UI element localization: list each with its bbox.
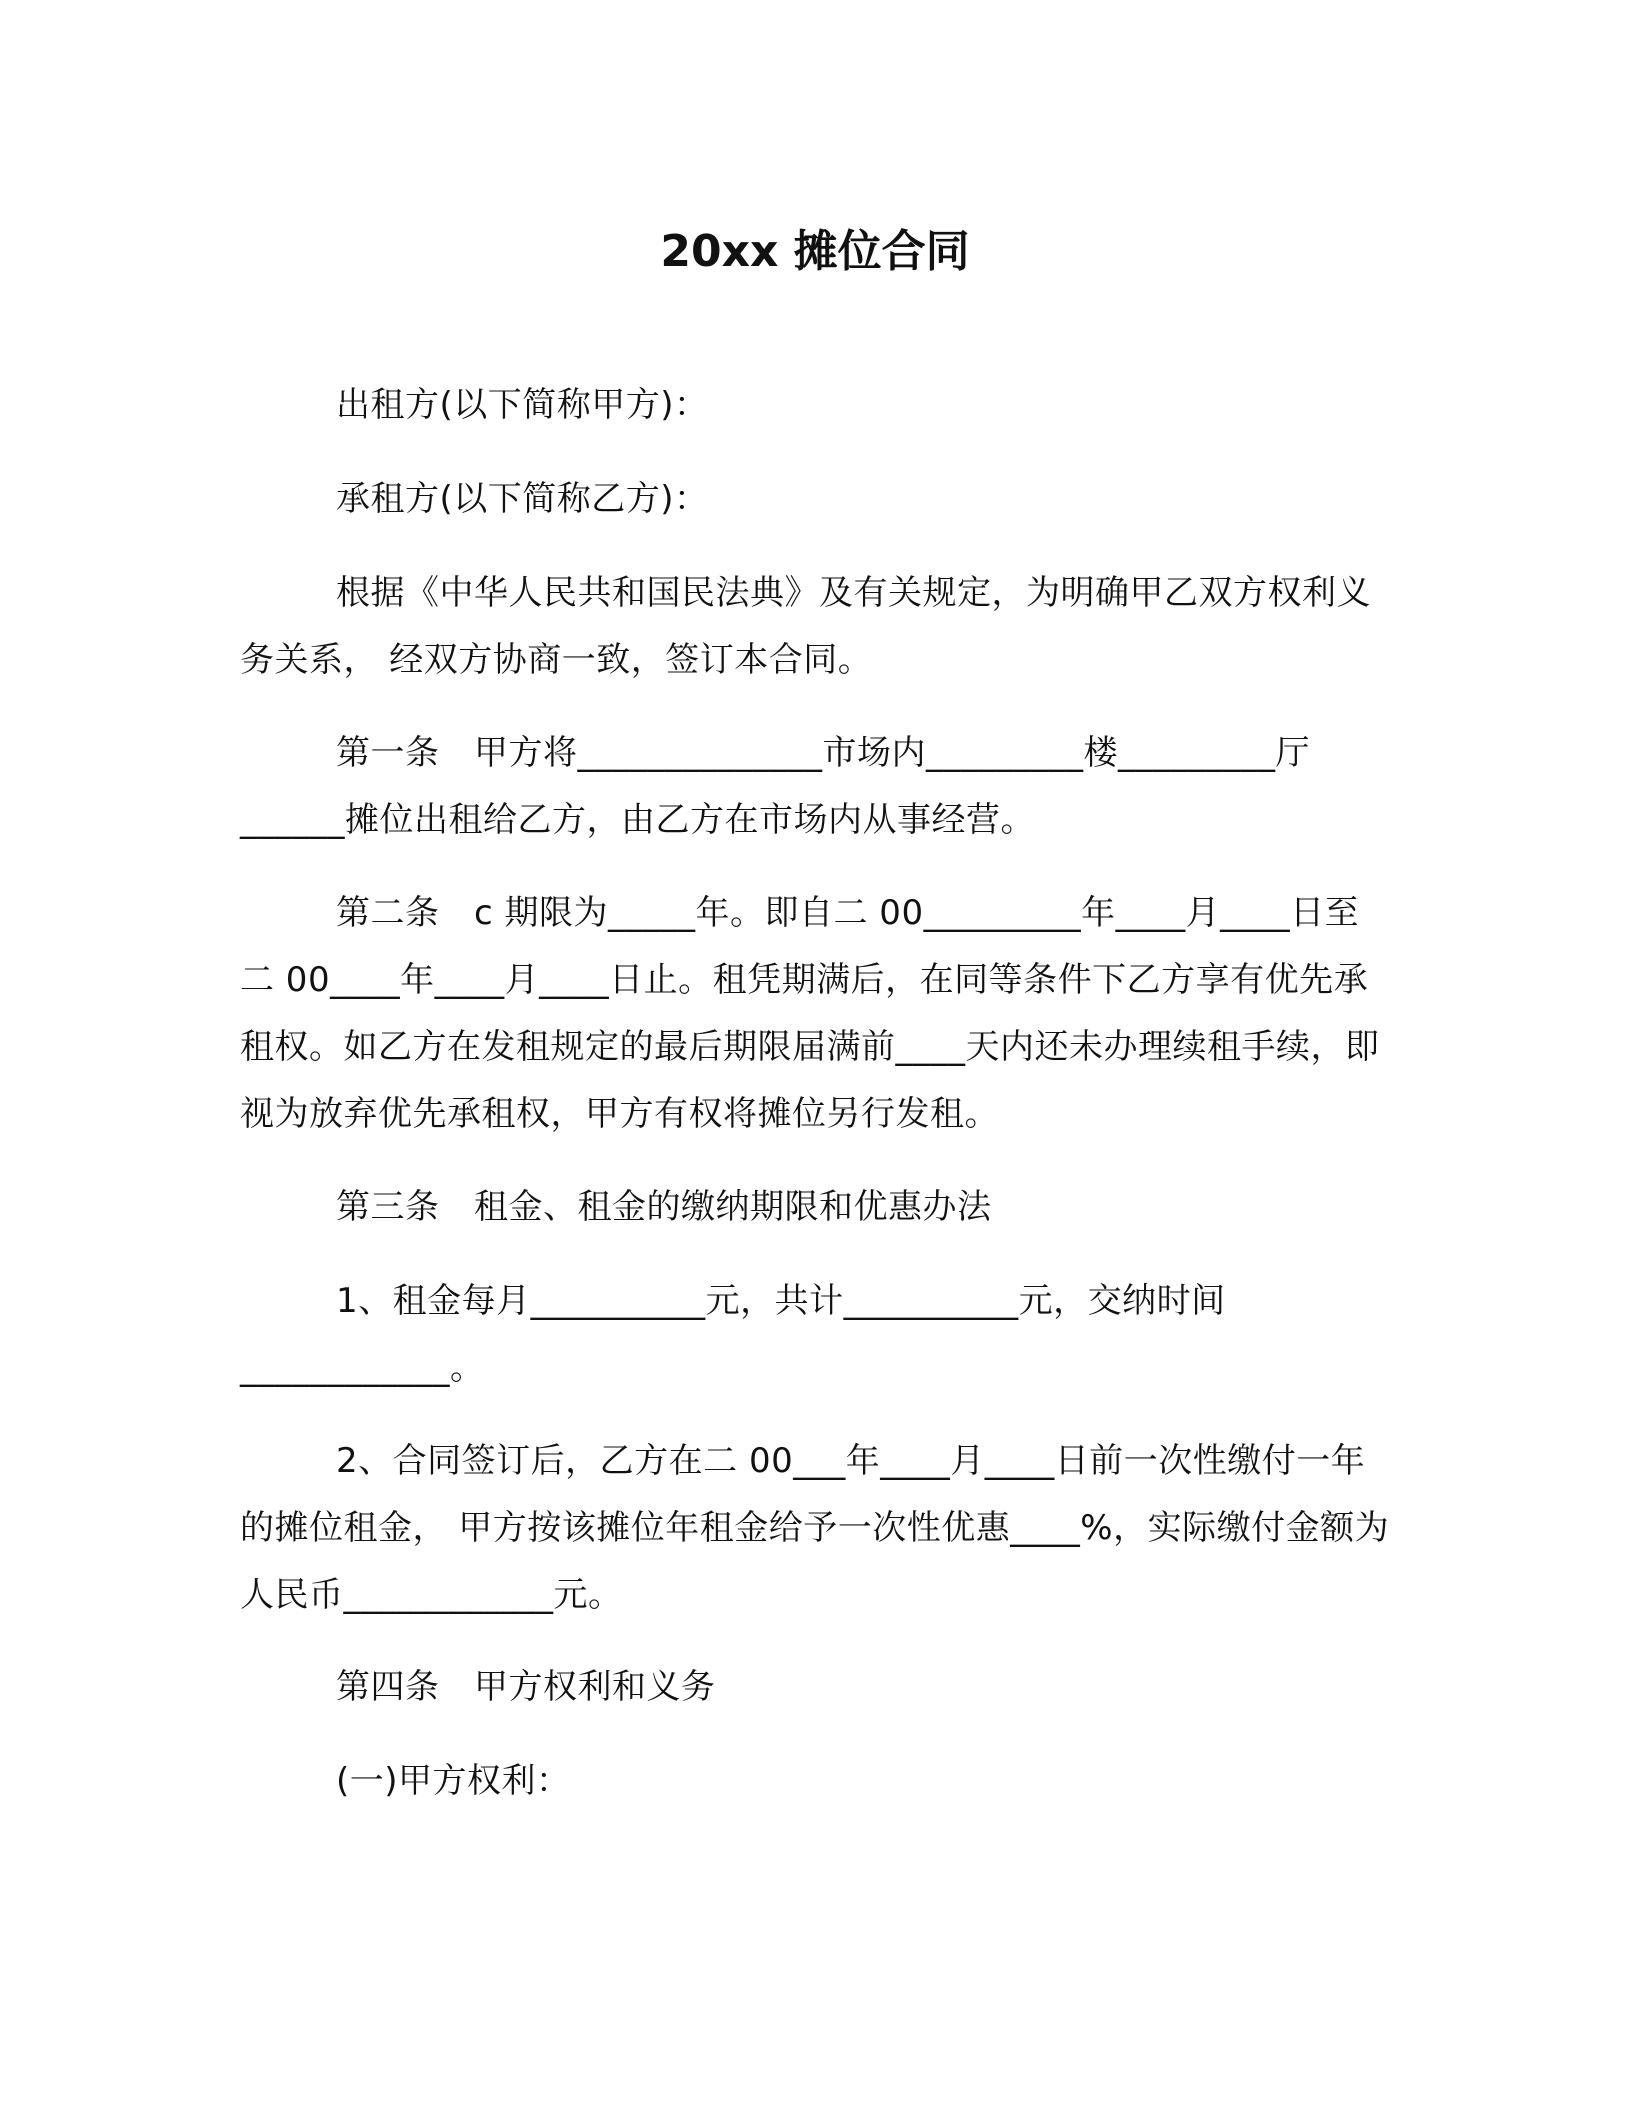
paragraph-article-4-heading: 第四条 甲方权利和义务	[336, 1667, 716, 1707]
paragraph-basis: 根据《中华人民共和国民法典》及有关规定，为明确甲乙双方权利义务关系， 经双方协商一致，签订本合同。	[240, 573, 1371, 680]
paragraph-article-3-item-2: 2、合同签订后，乙方在二 00___年____月____日前一次性缴付一年的摊位租金， 甲方按该摊位年租金给予一次性优惠____%，实际缴付金额为人民币____________元。	[240, 1441, 1390, 1615]
paragraph-lessor: 出租方(以下简称甲方)：	[336, 385, 709, 425]
document-title: 20xx 摊位合同	[660, 226, 970, 277]
paragraph-article-3-heading: 第三条 租金、租金的缴纳期限和优惠办法	[336, 1187, 992, 1227]
paragraph-party-a-rights: (一)甲方权利：	[336, 1761, 571, 1801]
document-page	[240, 0, 1390, 2112]
paragraph-article-3-item-1: 1、租金每月__________元，共计__________元，交纳时间____________。	[240, 1281, 1226, 1388]
paragraph-article-1: 第一条 甲方将______________市场内_________楼_________厅______摊位出租给乙方，由乙方在市场内从事经营。	[240, 733, 1310, 840]
paragraph-article-2: 第二条 c 期限为_____年。即自二 00_________年____月____日至二 00____年____月____日止。租凭期满后，在同等条件下乙方享有优先承租权。如乙方在发租规定的最后期限届满前____天内还未办理续租手续，即视为放弃优先承租权，甲方有权将摊位另行发租。	[240, 893, 1380, 1134]
paragraph-lessee: 承租方(以下简称乙方)：	[336, 479, 709, 519]
